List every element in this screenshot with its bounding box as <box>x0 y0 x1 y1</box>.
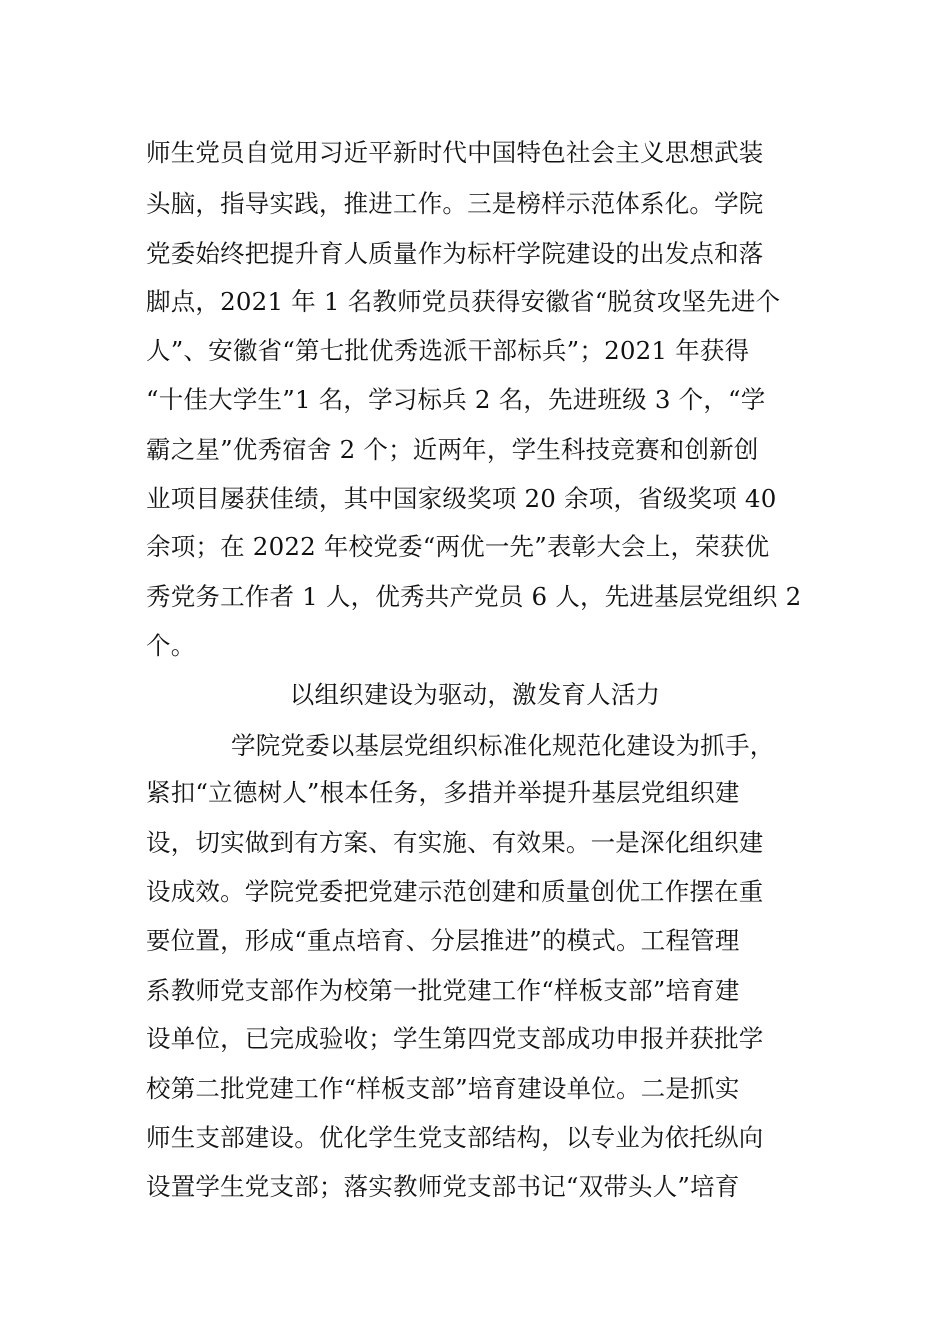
text-line: 党委始终把提升育人质量作为标杆学院建设的出发点和落 <box>146 239 764 268</box>
text-line: 设单位，已完成验收；学生第四党支部成功申报并获批学 <box>146 1024 764 1053</box>
text-line: 学院党委以基层党组织标准化规范化建设为抓手， <box>231 731 775 760</box>
text-line: “十佳大学生”1 名，学习标兵 2 名，先进班级 3 个，“学 <box>146 385 766 414</box>
text-line: 人”、安徽省“第七批优秀选派干部标兵”；2021 年获得 <box>146 336 750 365</box>
text-line: 设，切实做到有方案、有实施、有效果。一是深化组织建 <box>146 828 764 857</box>
text-line: 设成效。学院党委把党建示范创建和质量创优工作摆在重 <box>146 877 764 906</box>
text-line: 余项；在 2022 年校党委“两优一先”表彰大会上，荣获优 <box>146 532 770 561</box>
text-line: 霸之星”优秀宿舍 2 个；近两年，学生科技竞赛和创新创 <box>146 435 759 464</box>
text-line: 头脑，指导实践，推进工作。三是榜样示范体系化。学院 <box>146 189 764 218</box>
text-line: 校第二批党建工作“样板支部”培育建设单位。二是抓实 <box>146 1074 740 1103</box>
text-line: 系教师党支部作为校第一批党建工作“样板支部”培育建 <box>146 976 740 1005</box>
text-line: 个。 <box>146 631 196 660</box>
text-line: 师生党员自觉用习近平新时代中国特色社会主义思想武装 <box>146 138 764 167</box>
text-line: 紧扣“立德树人”根本任务，多措并举提升基层党组织建 <box>146 778 740 807</box>
text-line: 业项目屡获佳绩，其中国家级奖项 20 余项，省级奖项 40 <box>146 484 777 513</box>
section-heading: 以组织建设为驱动，激发育人活力 <box>289 680 661 709</box>
text-line: 要位置，形成“重点培育、分层推进”的模式。工程管理 <box>146 926 740 955</box>
text-line: 设置学生党支部；落实教师党支部书记“双带头人”培育 <box>146 1172 740 1201</box>
text-line: 秀党务工作者 1 人，优秀共产党员 6 人，先进基层党组织 2 <box>146 582 802 611</box>
text-line: 脚点，2021 年 1 名教师党员获得安徽省“脱贫攻坚先进个 <box>146 287 781 316</box>
text-line: 师生支部建设。优化学生党支部结构，以专业为依托纵向 <box>146 1123 764 1152</box>
